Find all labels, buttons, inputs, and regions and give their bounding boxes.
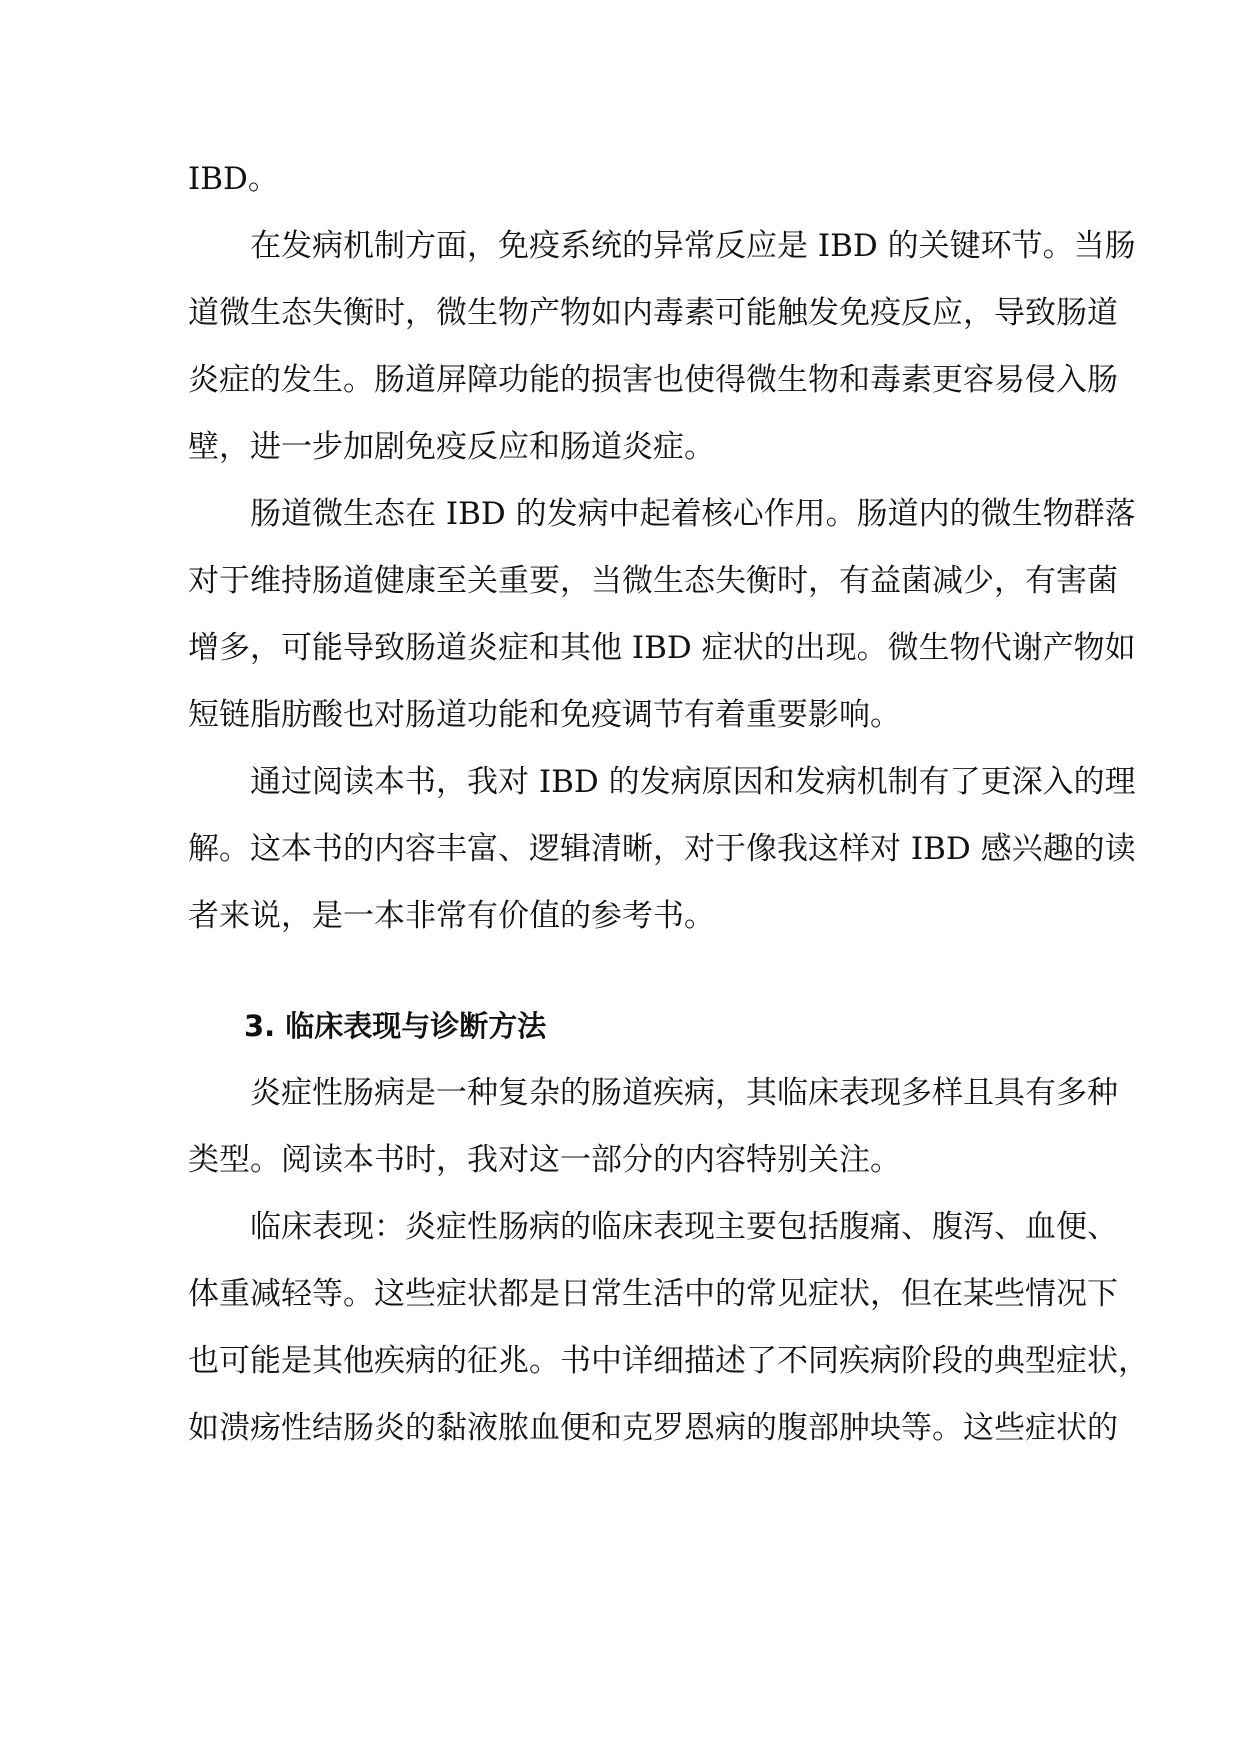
body-paragraph: [188, 749, 1136, 950]
paragraph-line: 也可能是其他疾病的征兆。书中详细描述了不同疾病阶段的典型症状，: [188, 1343, 1149, 1379]
paragraph-line: 炎症的发生。肠道屏障功能的损害也使得微生物和毒素更容易侵入肠: [188, 362, 1118, 398]
body-paragraph: [188, 1194, 1149, 1462]
body-paragraph: [188, 481, 1136, 749]
paragraph-line: 对于维持肠道健康至关重要，当微生态失衡时，有益菌减少，有害菌: [188, 563, 1118, 599]
paragraph-line: 如溃疡性结肠炎的黏液脓血便和克罗恩病的腹部肿块等。这些症状的: [188, 1410, 1118, 1446]
paragraph-line: 增多，可能导致肠道炎症和其他 IBD 症状的出现。微生物代谢产物如: [188, 630, 1136, 666]
paragraph-line: 体重减轻等。这些症状都是日常生活中的常见症状，但在某些情况下: [188, 1276, 1118, 1312]
body-paragraph: [188, 146, 1068, 213]
section-heading: 3. 临床表现与诊断方法: [244, 1009, 547, 1043]
paragraph-line: 类型。阅读本书时，我对这一部分的内容特别关注。: [188, 1142, 901, 1178]
paragraph-line: 在发病机制方面，免疫系统的异常反应是 IBD 的关键环节。当肠: [250, 228, 1136, 264]
document-body: [188, 146, 1149, 1462]
paragraph-line: 壁，进一步加剧免疫反应和肠道炎症。: [188, 429, 715, 465]
paragraph-line: 者来说，是一本非常有价值的参考书。: [188, 898, 715, 934]
paragraph-line: 道微生态失衡时，微生物产物如内毒素可能触发免疫反应，导致肠道: [188, 295, 1118, 331]
paragraph-line: IBD。: [188, 161, 279, 197]
body-paragraph: [188, 213, 1136, 481]
paragraph-line: 短链脂肪酸也对肠道功能和免疫调节有着重要影响。: [188, 697, 901, 733]
paragraph-line: 通过阅读本书，我对 IBD 的发病原因和发病机制有了更深入的理: [250, 764, 1136, 800]
paragraph-line: 临床表现：炎症性肠病的临床表现主要包括腹痛、腹泻、血便、: [250, 1209, 1118, 1245]
body-paragraph: [188, 1060, 1118, 1194]
paragraph-line: 解。这本书的内容丰富、逻辑清晰，对于像我这样对 IBD 感兴趣的读: [188, 831, 1136, 867]
paragraph-line: 炎症性肠病是一种复杂的肠道疾病，其临床表现多样且具有多种: [250, 1075, 1118, 1111]
paragraph-line: 肠道微生态在 IBD 的发病中起着核心作用。肠道内的微生物群落: [250, 496, 1136, 532]
